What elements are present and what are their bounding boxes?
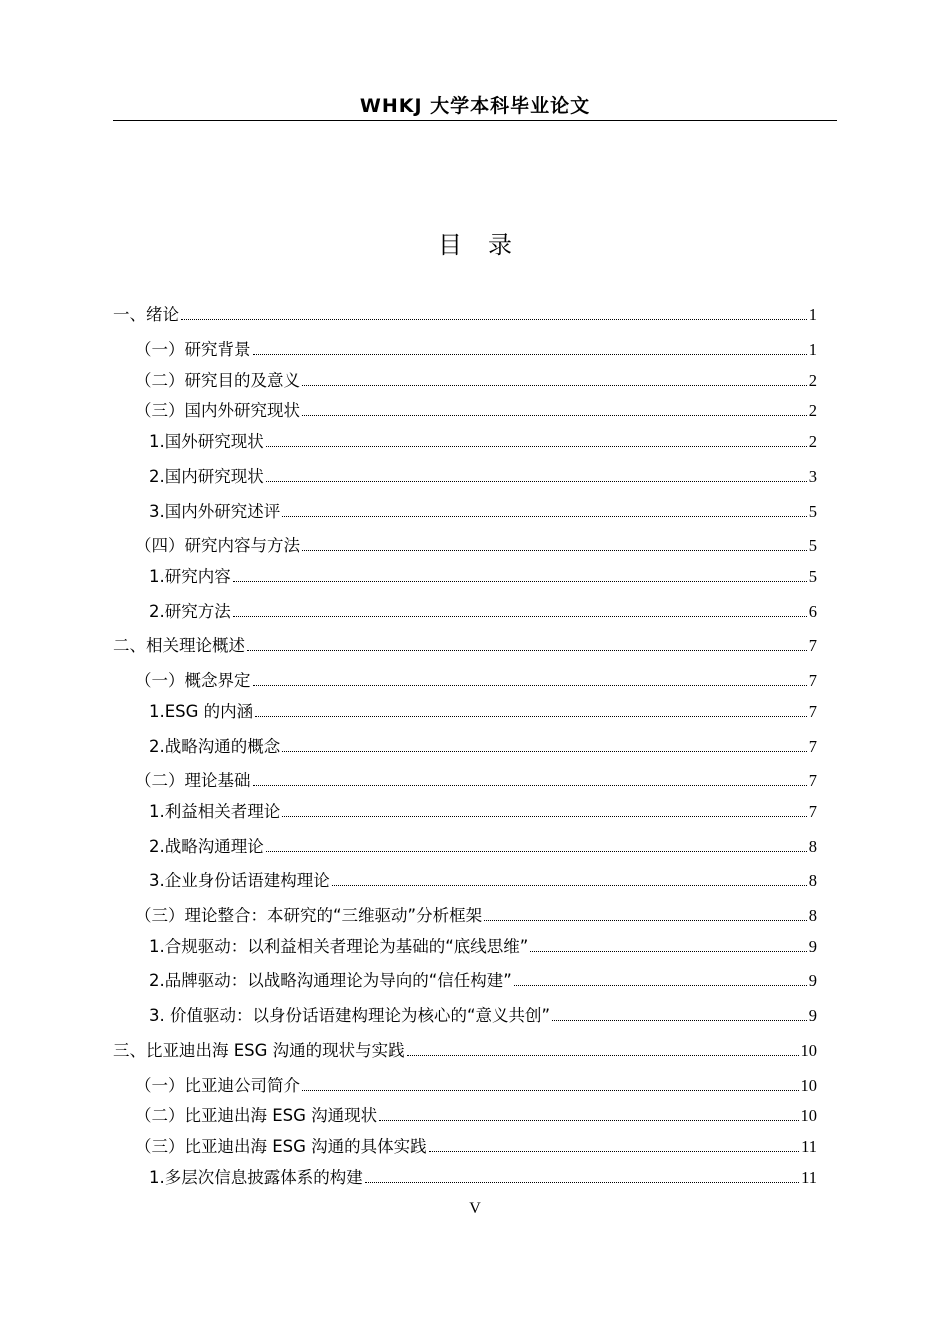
toc-entry-page: 5 <box>808 567 817 586</box>
toc-dot-leader <box>484 920 807 921</box>
toc-entry-label: 1.合规驱动：以利益相关者理论为基础的“底线思维” <box>149 937 529 956</box>
toc-entry-page: 8 <box>808 837 817 856</box>
toc-entry-page: 5 <box>808 502 817 521</box>
toc-entry-page: 6 <box>808 602 817 621</box>
toc-dot-leader <box>233 581 807 582</box>
header-text: WHKJ 大学本科毕业论文 <box>359 95 591 117</box>
toc-title: 目录 <box>438 231 538 259</box>
toc-entry-page: 7 <box>808 671 817 690</box>
toc-entry[interactable] <box>135 1134 817 1158</box>
toc-dot-leader <box>302 1090 799 1091</box>
toc-entry-page: 10 <box>800 1106 817 1125</box>
toc-entry[interactable] <box>113 1038 817 1062</box>
toc-dot-leader <box>282 516 807 517</box>
toc-dot-leader <box>266 481 807 482</box>
toc-dot-leader <box>253 354 807 355</box>
toc-entry-page: 9 <box>808 937 817 956</box>
toc-dot-leader <box>407 1055 799 1056</box>
toc-entry[interactable] <box>149 599 817 623</box>
toc-dot-leader <box>514 985 807 986</box>
toc-dot-leader <box>266 446 807 447</box>
toc-entry-label: 2.研究方法 <box>149 602 231 621</box>
toc-entry-page: 7 <box>808 636 817 655</box>
toc-entry[interactable] <box>149 1003 817 1027</box>
toc-dot-leader <box>282 816 807 817</box>
toc-dot-leader <box>302 550 807 551</box>
toc-entry[interactable] <box>149 499 817 523</box>
toc-entry-label: （一）研究背景 <box>135 340 251 359</box>
toc-entry-label: 2.国内研究现状 <box>149 467 264 486</box>
toc-entry[interactable] <box>135 903 817 927</box>
toc-entry[interactable] <box>135 533 817 557</box>
toc-entry-page: 10 <box>800 1041 817 1060</box>
toc-dot-leader <box>302 385 807 386</box>
toc-entry-label: 3. 价值驱动：以身份话语建构理论为核心的“意义共创” <box>149 1006 551 1025</box>
toc-dot-leader <box>552 1020 807 1021</box>
toc-entry-page: 3 <box>808 467 817 486</box>
toc-entry[interactable] <box>113 633 817 657</box>
toc-entry-label: 3.企业身份话语建构理论 <box>149 871 330 890</box>
toc-entry[interactable] <box>149 734 817 758</box>
toc-entry[interactable] <box>149 934 817 958</box>
toc-entry[interactable] <box>135 768 817 792</box>
toc-dot-leader <box>266 851 807 852</box>
toc-entry[interactable] <box>135 337 817 361</box>
toc-entry-page: 5 <box>808 536 817 555</box>
toc-dot-leader <box>253 685 807 686</box>
toc-entry-page: 8 <box>808 906 817 925</box>
toc-entry-label: 三、比亚迪出海 ESG 沟通的现状与实践 <box>113 1041 405 1060</box>
toc-entry-label: （一）比亚迪公司简介 <box>135 1076 300 1095</box>
toc-entry[interactable] <box>149 968 817 992</box>
toc-entry-label: （一）概念界定 <box>135 671 251 690</box>
toc-entry-label: 2.品牌驱动：以战略沟通理论为导向的“信任构建” <box>149 971 512 990</box>
toc-entry[interactable] <box>135 1073 817 1097</box>
toc-entry-label: 2.战略沟通的概念 <box>149 737 281 756</box>
toc-entry-label: （三）国内外研究现状 <box>135 401 300 420</box>
toc-entry-label: 1.ESG 的内涵 <box>149 702 254 721</box>
toc-dot-leader <box>379 1120 798 1121</box>
toc-entry-label: 1.利益相关者理论 <box>149 802 281 821</box>
toc-entry[interactable] <box>149 564 817 588</box>
page-number: V <box>469 1200 481 1217</box>
toc-dot-leader <box>365 1182 799 1183</box>
toc-entry-page: 10 <box>800 1076 817 1095</box>
toc-entry[interactable] <box>149 868 817 892</box>
toc-entry[interactable] <box>135 668 817 692</box>
toc-entry[interactable] <box>149 834 817 858</box>
toc-dot-leader <box>253 785 807 786</box>
toc-entry[interactable] <box>149 464 817 488</box>
toc-entry[interactable] <box>149 699 817 723</box>
toc-entry-page: 9 <box>808 971 817 990</box>
toc-entry-label: （三）理论整合：本研究的“三维驱动”分析框架 <box>135 906 483 925</box>
toc-entry-page: 2 <box>808 432 817 451</box>
toc-entry[interactable] <box>135 1103 817 1127</box>
toc-entry[interactable] <box>135 368 817 392</box>
toc-dot-leader <box>530 951 806 952</box>
toc-dot-leader <box>247 650 807 651</box>
toc-entry-label: 1.多层次信息披露体系的构建 <box>149 1168 363 1187</box>
page-header <box>113 93 837 121</box>
toc-entry-label: 二、相关理论概述 <box>113 636 245 655</box>
toc-entry-page: 9 <box>808 1006 817 1025</box>
toc-entry-page: 8 <box>808 871 817 890</box>
toc-dot-leader <box>282 751 807 752</box>
toc-entry-page: 1 <box>808 305 817 324</box>
toc-dot-leader <box>332 885 807 886</box>
toc-entry-label: （四）研究内容与方法 <box>135 536 300 555</box>
toc-entry-page: 11 <box>801 1137 817 1156</box>
toc-entry-label: （三）比亚迪出海 ESG 沟通的具体实践 <box>135 1137 427 1156</box>
toc-entry-page: 11 <box>801 1168 817 1187</box>
toc-dot-leader <box>302 415 807 416</box>
toc-entry-page: 2 <box>808 371 817 390</box>
toc-dot-leader <box>429 1151 799 1152</box>
toc-entry-page: 7 <box>808 702 817 721</box>
toc-entry-page: 2 <box>808 401 817 420</box>
toc-entry-label: 一、绪论 <box>113 305 179 324</box>
toc-entry-page: 1 <box>808 340 817 359</box>
toc-entry-page: 7 <box>808 737 817 756</box>
toc-entry[interactable] <box>113 302 817 326</box>
toc-entry-page: 7 <box>808 802 817 821</box>
toc-dot-leader <box>233 616 807 617</box>
toc-entry-label: （二）理论基础 <box>135 771 251 790</box>
toc-dot-leader <box>255 716 807 717</box>
toc-entry[interactable] <box>149 799 817 823</box>
toc-entry-label: 3.国内外研究述评 <box>149 502 281 521</box>
toc-entry-label: （二）研究目的及意义 <box>135 371 300 390</box>
toc-dot-leader <box>181 319 807 320</box>
toc-entry[interactable] <box>149 1165 817 1189</box>
toc-entry[interactable] <box>149 429 817 453</box>
toc-entry-label: 2.战略沟通理论 <box>149 837 264 856</box>
toc-entry-label: 1.国外研究现状 <box>149 432 264 451</box>
toc-entry-label: （二）比亚迪出海 ESG 沟通现状 <box>135 1106 378 1125</box>
toc-entry-label: 1.研究内容 <box>149 567 231 586</box>
toc-entry-page: 7 <box>808 771 817 790</box>
toc-entry[interactable] <box>135 398 817 422</box>
